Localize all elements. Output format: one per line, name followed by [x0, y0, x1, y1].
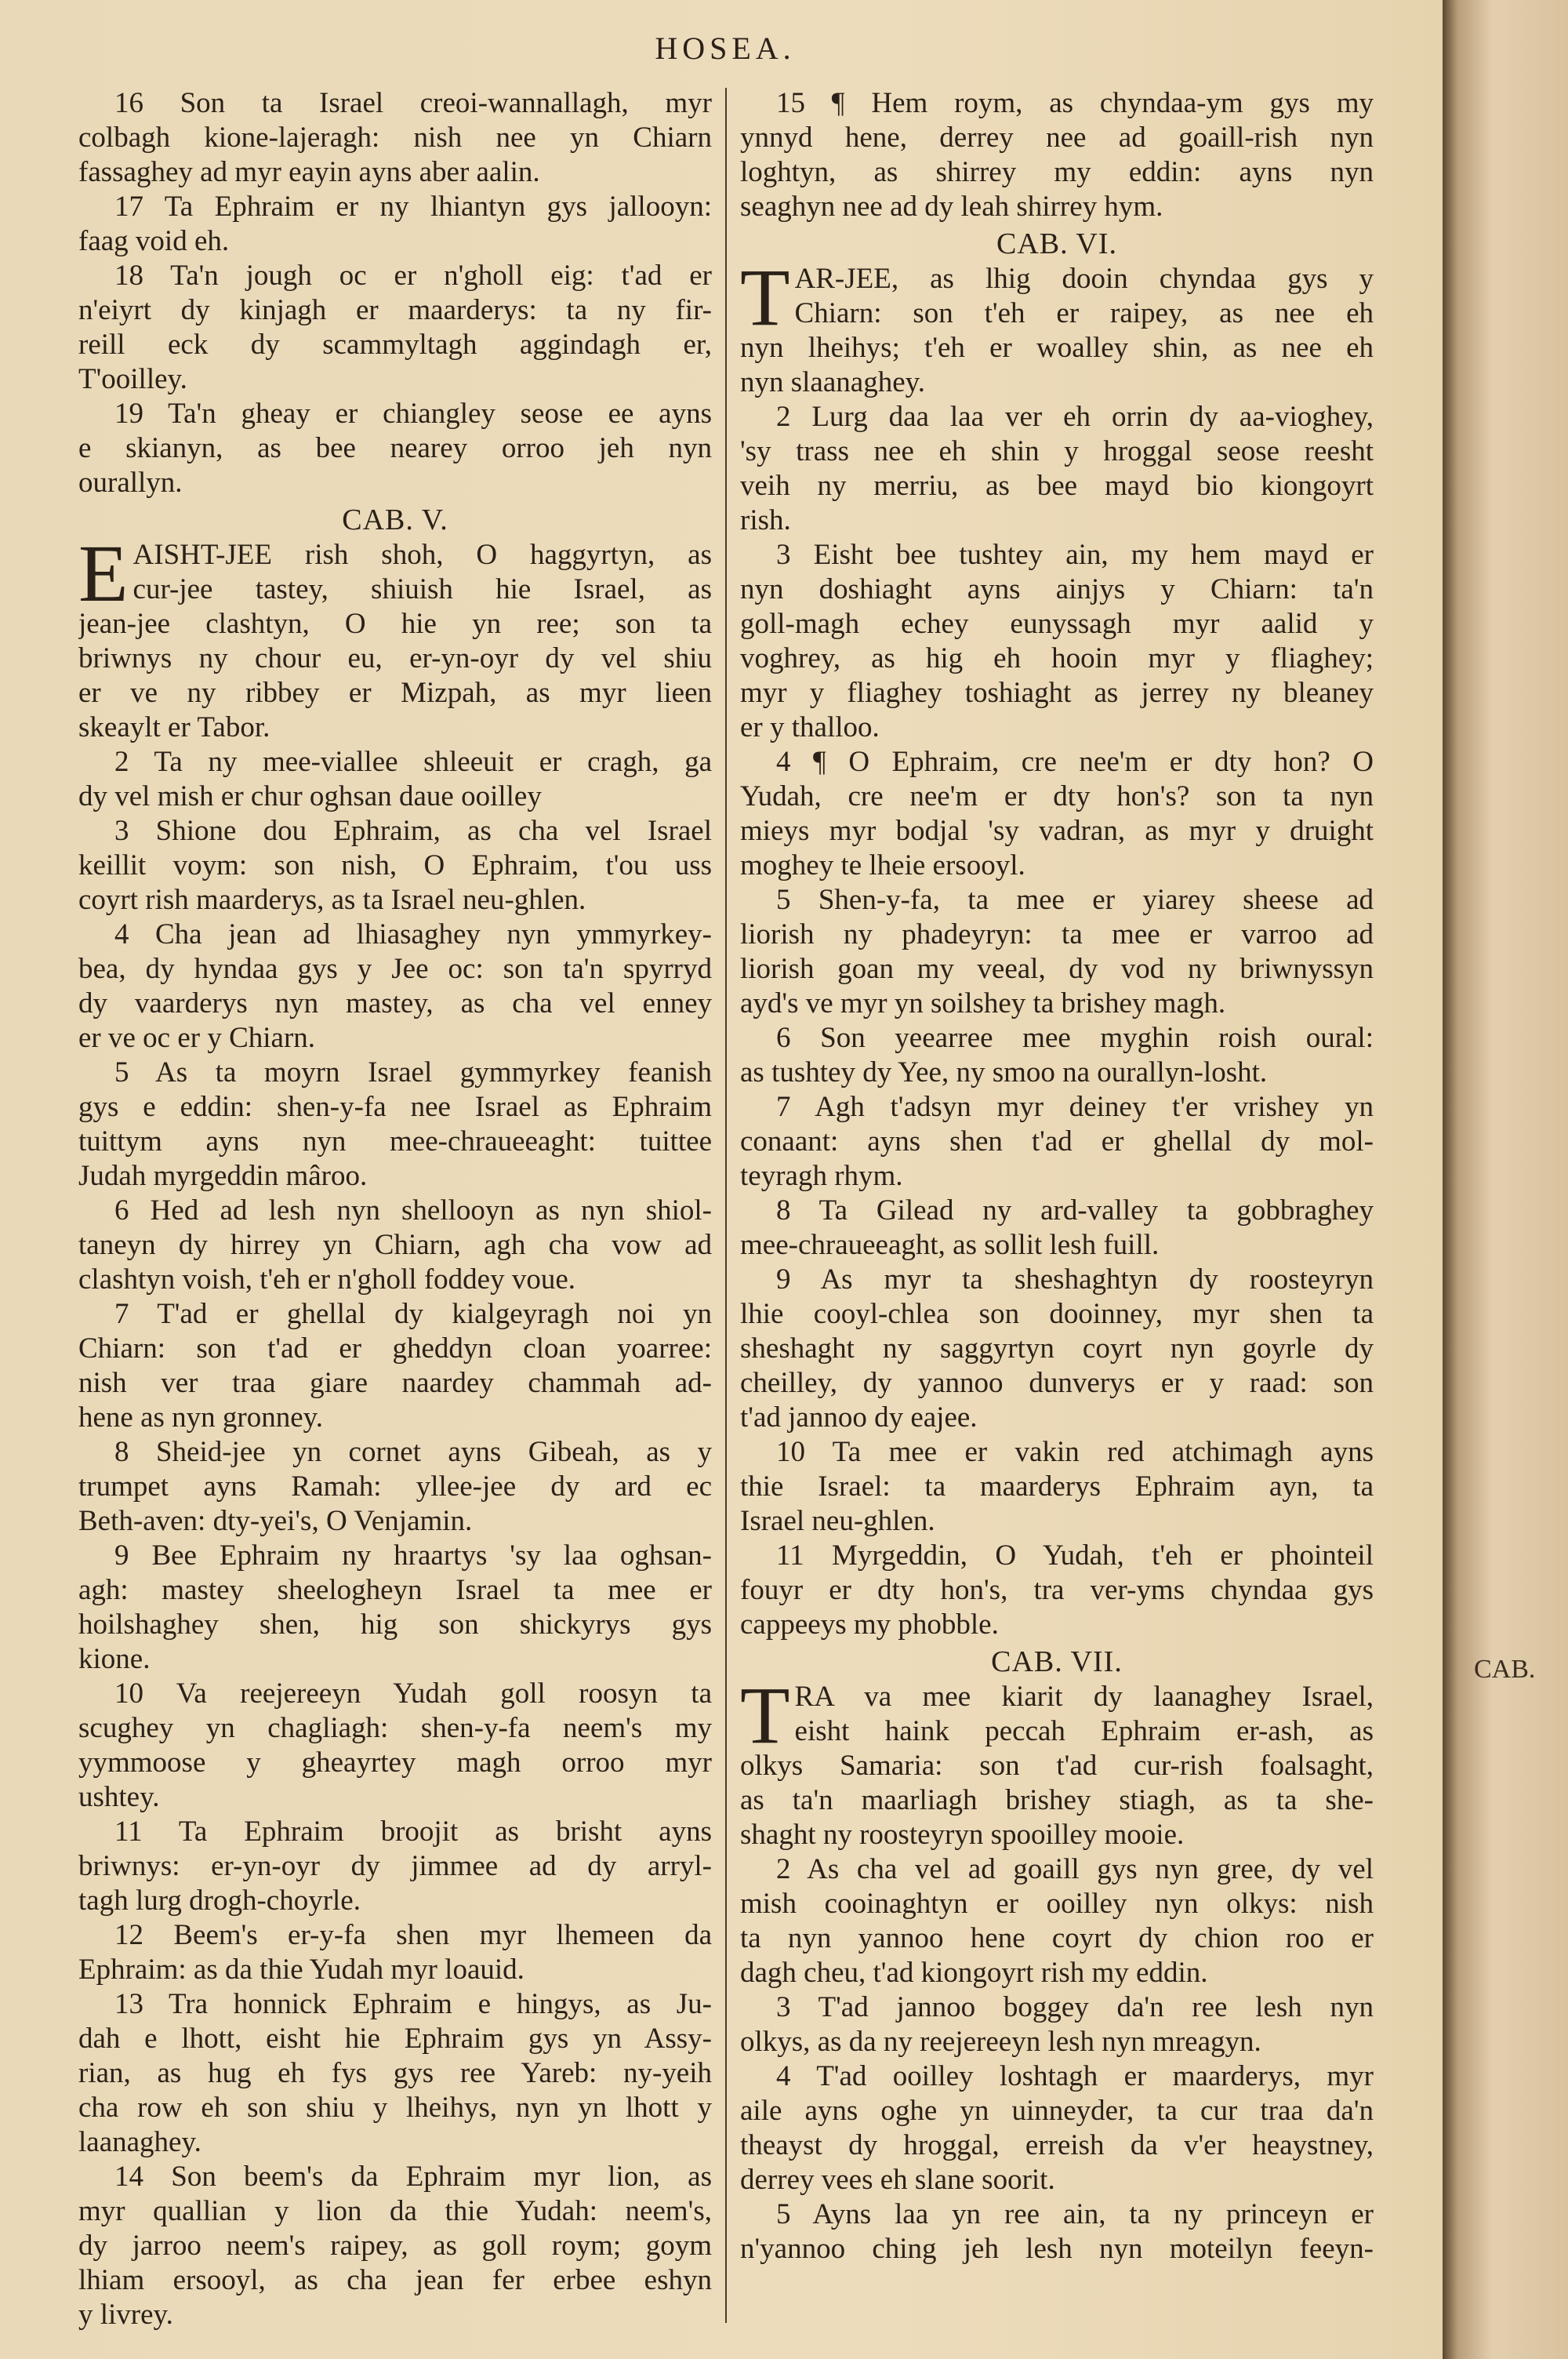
text-line: myr quallian y lion da thie Yudah: neem's, [78, 2195, 712, 2227]
verse-paragraph [78, 2160, 712, 2332]
text-line: theayst dy hroggal, erreish da v'er heaystney, [740, 2129, 1374, 2161]
verse-paragraph [78, 918, 712, 1056]
verse-paragraph [78, 1918, 712, 1987]
right-column [740, 86, 1374, 2266]
text-line: kione. [78, 1643, 151, 1675]
text-line: 18 Ta'n jough oc er n'gholl eig: t'ad er [114, 260, 712, 292]
verse-paragraph [740, 1263, 1374, 1435]
text-line: coyrt rish maarderys, as ta Israel neu-ghlen. [78, 884, 586, 916]
text-line: er y thalloo. [740, 711, 880, 743]
text-line: olkys Samaria: son t'ad cur-rish foalsaght, [740, 1750, 1374, 1782]
text-line: er ve ny ribbey er Mizpah, as myr lieen [78, 677, 712, 709]
text-line: dagh cheu, t'ad kiongoyrt rish my eddin. [740, 1957, 1208, 1989]
text-line: ushtey. [78, 1781, 160, 1813]
verse-paragraph [78, 86, 712, 190]
verse-paragraph [740, 1194, 1374, 1263]
next-page-edge [1443, 0, 1568, 2359]
text-line: 4 Cha jean ad lhiasaghey nyn ymmyrkey- [114, 918, 712, 951]
text-line: 14 Son beem's da Ephraim myr lion, as [114, 2161, 712, 2193]
verse-paragraph [740, 1021, 1374, 1090]
text-line: 7 Agh t'adsyn myr deiney t'er vrishey yn [776, 1091, 1374, 1123]
text-line: liorish ny phadeyryn: ta mee er varroo ad [740, 918, 1374, 951]
text-line: briwnys: er-yn-oyr dy jimmee ad dy arryl- [78, 1850, 712, 1882]
text-line: sheshaght ny saggyrtyn coyrt nyn goyrle dy [740, 1332, 1374, 1365]
text-line: colbagh kione-lajeragh: nish nee yn Chiarn [78, 122, 712, 154]
verse-paragraph [78, 1297, 712, 1435]
text-line: Chiarn: son t'ad er gheddyn cloan yoarree: [78, 1332, 712, 1365]
text-line: 2 Ta ny mee-viallee shleeuit er cragh, ga [114, 746, 712, 778]
verse-paragraph [740, 86, 1374, 224]
text-line: 19 Ta'n gheay er chiangley seose ee ayns [114, 398, 712, 430]
text-line: skeaylt er Tabor. [78, 711, 270, 743]
text-line: 12 Beem's er-y-fa shen myr lhemeen da [114, 1919, 712, 1951]
text-line: as tushtey dy Yee, ny smoo na ourallyn-losht. [740, 1056, 1268, 1089]
chapter-opening-paragraph [740, 1670, 1374, 1852]
verse-paragraph [78, 814, 712, 918]
text-line: gys e eddin: shen-y-fa nee Israel as Ephraim [78, 1091, 712, 1123]
verse-paragraph [78, 1435, 712, 1539]
text-line: rish. [740, 504, 791, 536]
text-line: 4 T'ad ooilley loshtagh er maarderys, myr [776, 2060, 1374, 2092]
chapter-opening-paragraph [740, 253, 1374, 400]
text-line: clashtyn voish, t'eh er n'gholl foddey voue. [78, 1263, 575, 1296]
text-line: tuittym ayns nyn mee-chraueeaght: tuittee [78, 1125, 712, 1158]
text-line: lhie cooyl-chlea son dooinney, myr shen ta [740, 1298, 1374, 1330]
column-divider [725, 88, 727, 2323]
verse-paragraph [78, 745, 712, 814]
text-line: n'yannoo ching jeh lesh nyn moteilyn feeyn- [740, 2233, 1374, 2265]
verse-paragraph [740, 883, 1374, 1021]
text-line: 2 As cha vel ad goaill gys nyn gree, dy vel [776, 1853, 1374, 1885]
verse-paragraph [78, 1539, 712, 1677]
text-line: hoilshaghey shen, hig son shickyrys gys [78, 1608, 712, 1641]
verse-paragraph [78, 259, 712, 397]
text-line: taneyn dy hirrey yn Chiarn, agh cha vow ad [78, 1229, 712, 1261]
text-line: scughey yn chagliagh: shen-y-fa neem's my [78, 1712, 712, 1744]
text-line: 6 Hed ad lesh nyn shellooyn as nyn shiol- [114, 1194, 712, 1227]
text-line: cur-jee tastey, shiuish hie Israel, as [132, 573, 712, 605]
text-line: 13 Tra honnick Ephraim e hingys, as Ju- [114, 1988, 712, 2020]
text-line: 3 Shione dou Ephraim, as cha vel Israel [114, 815, 712, 847]
text-line: y livrey. [78, 2299, 173, 2331]
text-line: fouyr er dty hon's, tra ver-yms chyndaa gys [740, 1574, 1374, 1606]
verse-paragraph [78, 1677, 712, 1815]
running-header: HOSEA. [655, 31, 796, 66]
text-line: laanaghey. [78, 2126, 201, 2158]
verse-paragraph [740, 538, 1374, 745]
text-line: 9 As myr ta sheshaghtyn dy roosteyryn [776, 1263, 1374, 1296]
text-line: ayd's ve myr yn soilshey ta brishey magh. [740, 987, 1226, 1020]
text-line: 2 Lurg daa laa ver eh orrin dy aa-vioghey, [776, 401, 1374, 433]
text-line: rian, as hug eh fys gys ree Yareb: ny-yeih [78, 2057, 712, 2089]
chapter-heading: CAB. V. [342, 503, 448, 536]
text-line: voghrey, as hig eh hooin myr y fliaghey; [740, 642, 1374, 674]
text-line: RA va mee kiarit dy laanaghey Israel, [794, 1681, 1374, 1713]
text-line: Israel neu-ghlen. [740, 1505, 935, 1537]
text-line: as ta'n maarliagh brishey stiagh, as ta she- [740, 1784, 1374, 1816]
text-line: derrey vees eh slane soorit. [740, 2164, 1055, 2196]
text-line: hene as nyn gronney. [78, 1401, 324, 1434]
text-line: faag void eh. [78, 225, 230, 257]
text-line: yymmoose y gheayrtey magh orroo myr [78, 1747, 712, 1779]
text-line: 15 ¶ Hem roym, as chyndaa-ym gys my [776, 87, 1374, 119]
text-line: AR-JEE, as lhig dooin chyndaa gys y [794, 263, 1374, 295]
text-line: Yudah, cre nee'm er dty hon's? son ta nyn [740, 780, 1374, 812]
text-line: loghtyn, as shirrey my eddin: ayns nyn [740, 156, 1374, 188]
verse-paragraph [740, 745, 1374, 883]
text-line: nyn lheihys; t'eh er woalley shin, as nee eh [740, 332, 1374, 364]
chapter-heading: CAB. VI. [996, 227, 1118, 260]
text-line: keillit voym: son nish, O Ephraim, t'ou uss [78, 849, 712, 881]
text-line: AISHT-JEE rish shoh, O haggyrtyn, as [132, 539, 712, 571]
text-line: 17 Ta Ephraim er ny lhiantyn gys jallooyn: [114, 191, 712, 223]
verse-paragraph [78, 397, 712, 500]
text-line: 3 T'ad jannoo boggey da'n ree lesh nyn [776, 1991, 1374, 2023]
chapter-opening-paragraph [78, 529, 712, 745]
text-line: briwnys ny chour eu, er-yn-oyr dy vel shiu [78, 642, 712, 674]
text-line: 11 Myrgeddin, O Yudah, t'eh er phointeil [776, 1539, 1374, 1572]
text-line: dy vaarderys nyn mastey, as cha vel enney [78, 987, 712, 1020]
text-line: tagh lurg drogh-choyrle. [78, 1885, 361, 1917]
text-line: mee-chraueeaght, as sollit lesh fuill. [740, 1229, 1160, 1261]
text-line: e skianyn, as bee nearey orroo jeh nyn [78, 432, 712, 464]
text-line: 16 Son ta Israel creoi-wannallagh, myr [114, 87, 712, 119]
text-line: nyn doshiaght ayns ainjys y Chiarn: ta'n [740, 573, 1374, 605]
verse-paragraph [78, 1056, 712, 1194]
verse-paragraph [78, 1815, 712, 1918]
left-column [78, 86, 712, 2332]
verse-paragraph [740, 1539, 1374, 1642]
text-line: goll-magh echey eunyssagh myr aalid y [740, 608, 1374, 640]
text-line: 4 ¶ O Ephraim, cre nee'm er dty hon? O [776, 746, 1374, 778]
text-line: thie Israel: ta maarderys Ephraim ayn, ta [740, 1470, 1374, 1503]
text-line: agh: mastey sheelogheyn Israel ta mee er [78, 1574, 712, 1606]
text-line: 10 Va reejereeyn Yudah goll roosyn ta [114, 1677, 712, 1710]
text-line: 6 Son yeearree mee myghin roish oural: [776, 1022, 1374, 1054]
verse-paragraph [740, 1990, 1374, 2059]
text-line: cheilley, dy yannoo dunverys er y raad: son [740, 1367, 1374, 1399]
text-line: aile ayns oghe yn uinneyder, ta cur traa da'n [740, 2095, 1374, 2127]
text-line: 11 Ta Ephraim broojit as brisht ayns [114, 1816, 712, 1848]
text-line: mish cooinaghtyn er ooilley nyn olkys: nish [740, 1888, 1374, 1920]
text-line: trumpet ayns Ramah: yllee-jee dy ard ec [78, 1470, 712, 1503]
verse-paragraph [78, 1194, 712, 1297]
text-line: Beth-aven: dty-yei's, O Venjamin. [78, 1505, 473, 1537]
verse-paragraph [78, 1987, 712, 2160]
text-line: t'ad jannoo dy eajee. [740, 1401, 978, 1434]
text-line: 5 Ayns laa yn ree ain, ta ny princeyn er [776, 2198, 1374, 2230]
text-line: jean-jee clashtyn, O hie yn ree; son ta [78, 608, 712, 640]
text-line: reill eck dy scammyltagh aggindagh er, [78, 329, 712, 361]
text-line: fassaghey ad myr eayin ayns aber aalin. [78, 156, 540, 188]
text-line: 5 Shen-y-fa, ta mee er yiarey sheese ad [776, 884, 1374, 916]
verse-paragraph [740, 2197, 1374, 2266]
text-line: seaghyn nee ad dy leah shirrey hym. [740, 191, 1163, 223]
text-line: cappeeys my phobble. [740, 1608, 999, 1641]
verse-paragraph [78, 190, 712, 259]
text-line: 9 Bee Ephraim ny hraartys 'sy laa oghsan- [114, 1539, 712, 1572]
text-line: 5 As ta moyrn Israel gymmyrkey feanish [114, 1056, 712, 1089]
text-line: mieys myr bodjal 'sy vadran, as myr y druight [740, 815, 1374, 847]
drop-cap: T [740, 253, 790, 343]
drop-cap: E [78, 529, 129, 619]
text-line: conaant: ayns shen t'ad er ghellal dy mol- [740, 1125, 1374, 1158]
text-line: moghey te lheie ersooyl. [740, 849, 1025, 881]
text-line: dah e lhott, eisht hie Ephraim gys yn Assy- [78, 2023, 712, 2055]
text-line: veih ny merriu, as bee mayd bio kiongoyrt [740, 470, 1374, 502]
chapter-heading: CAB. VII. [991, 1645, 1123, 1678]
text-line: Ephraim: as da thie Yudah myr loauid. [78, 1954, 524, 1986]
text-line: nish ver traa giare naardey chammah ad- [78, 1367, 712, 1399]
text-line: myr y fliaghey toshiaght as jerrey ny bleaney [740, 677, 1374, 709]
text-line: dy vel mish er chur oghsan daue ooilley [78, 780, 542, 812]
text-line: ourallyn. [78, 467, 183, 499]
text-line: lhiam ersooyl, as cha jean fer erbee eshyn [78, 2264, 712, 2296]
text-line: n'eiyrt dy kinjagh er maarderys: ta ny fir- [78, 294, 712, 326]
text-line: er ve oc er y Chiarn. [78, 1022, 316, 1054]
text-line: shaght ny roosteyryn spooilley mooie. [740, 1819, 1185, 1851]
verse-paragraph [740, 1435, 1374, 1539]
text-line: olkys, as da ny reejereeyn lesh nyn mreagyn. [740, 2026, 1261, 2058]
text-line: 'sy trass nee eh shin y hroggal seose reesht [740, 435, 1374, 467]
text-line: eisht haink peccah Ephraim er-ash, as [794, 1715, 1374, 1747]
verse-paragraph [740, 400, 1374, 538]
text-line: ta nyn yannoo hene coyrt dy chion roo er [740, 1922, 1374, 1954]
text-line: ynnyd hene, derrey nee ad goaill-rish nyn [740, 122, 1374, 154]
text-line: 3 Eisht bee tushtey ain, my hem mayd er [776, 539, 1374, 571]
next-page-fragment: CAB. [1474, 1655, 1536, 1684]
verse-paragraph [740, 1852, 1374, 1990]
text-line: dy jarroo neem's raipey, as goll roym; goym [78, 2230, 712, 2262]
text-line: 7 T'ad er ghellal dy kialgeyragh noi yn [114, 1298, 712, 1330]
verse-paragraph [740, 1090, 1374, 1194]
text-line: 10 Ta mee er vakin red atchimagh ayns [776, 1436, 1374, 1468]
text-line: liorish goan my veeal, dy vod ny briwnyssyn [740, 953, 1374, 985]
text-line: 8 Ta Gilead ny ard-valley ta gobbraghey [776, 1194, 1374, 1227]
verse-paragraph [740, 2059, 1374, 2197]
text-line: bea, dy hyndaa gys y Jee oc: son ta'n spyrryd [78, 953, 712, 985]
text-line: cha row eh son shiu y lheihys, nyn yn lhott y [78, 2092, 712, 2124]
drop-cap: T [740, 1670, 790, 1761]
text-line: Chiarn: son t'eh er raipey, as nee eh [794, 297, 1374, 329]
text-line: teyragh rhym. [740, 1160, 903, 1192]
text-line: nyn slaanaghey. [740, 366, 925, 398]
text-line: 8 Sheid-jee yn cornet ayns Gibeah, as y [114, 1436, 712, 1468]
text-line: T'ooilley. [78, 363, 187, 395]
text-line: Judah myrgeddin mâroo. [78, 1160, 368, 1192]
